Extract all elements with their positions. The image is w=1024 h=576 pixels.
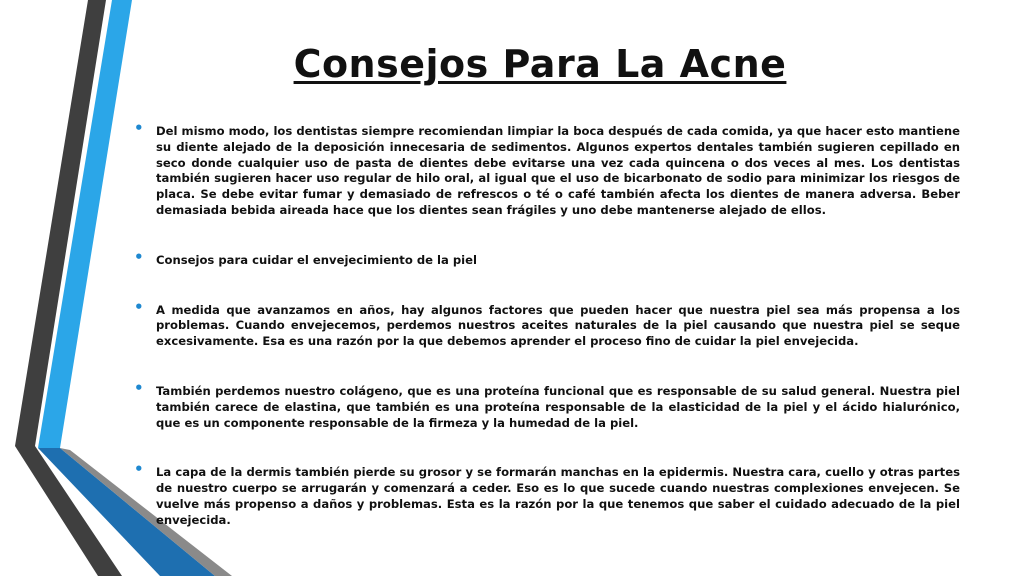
bullet-item: • También perdemos nuestro colágeno, que es una proteína funcional que es responsable de su salud general. Nuestra piel también carece de elastina, que también es una proteína responsable de la elasticidad de la piel y el ácido hialurónico, que es un componente responsable de la firmeza y la humedad de la piel. [130,384,960,431]
bullet-item: • A medida que avanzamos en años, hay algunos factores que pueden hacer que nuestra piel sea más propensa a los problemas. Cuando envejecemos, perdemos nuestros aceites naturales de la piel causando que nuestra piel se seque excesivamente. Esa es una razón por la que debemos aprender el proceso fino de cuidar la piel envejecida. [130,303,960,350]
bullet-item: • La capa de la dermis también pierde su grosor y se formarán manchas en la epidermis. Nuestra cara, cuello y otras partes de nuestro cuerpo se arrugarán y comenzará a ceder. Eso es lo que sucede cuando nuestras complexiones envejecen. Se vuelve más propenso a daños y problemas. Esta es la razón por la que tenemos que saber el cuidado adecuado de la piel envejecida. [130,465,960,528]
bullet-item: • Del mismo modo, los dentistas siempre recomiendan limpiar la boca después de cada comida, ya que hacer esto mantiene su diente alejado de la deposición innecesaria de sedimentos. Algunos expertos dentales también sugieren cepillado en seco donde cualquier uso de pasta de dientes debe evitarse una vez cada quincena o dos veces al mes. Los dentistas también sugieren hacer uso regular de hilo oral, al igual que el uso de bicarbonato de sodio para minimizar los riesgos de placa. Se debe evitar fumar y demasiado de refrescos o té o café también afecta los dientes de manera adversa. Beber demasiada bebida aireada hace que los dientes sean frágiles y uno debe mantenerse alejado de ellos. [130,124,960,219]
bullet-list [130,124,960,529]
slide-title: Consejos Para La Acne [293,42,787,86]
bullet-item: • Consejos para cuidar el envejecimiento de la piel [130,253,960,269]
